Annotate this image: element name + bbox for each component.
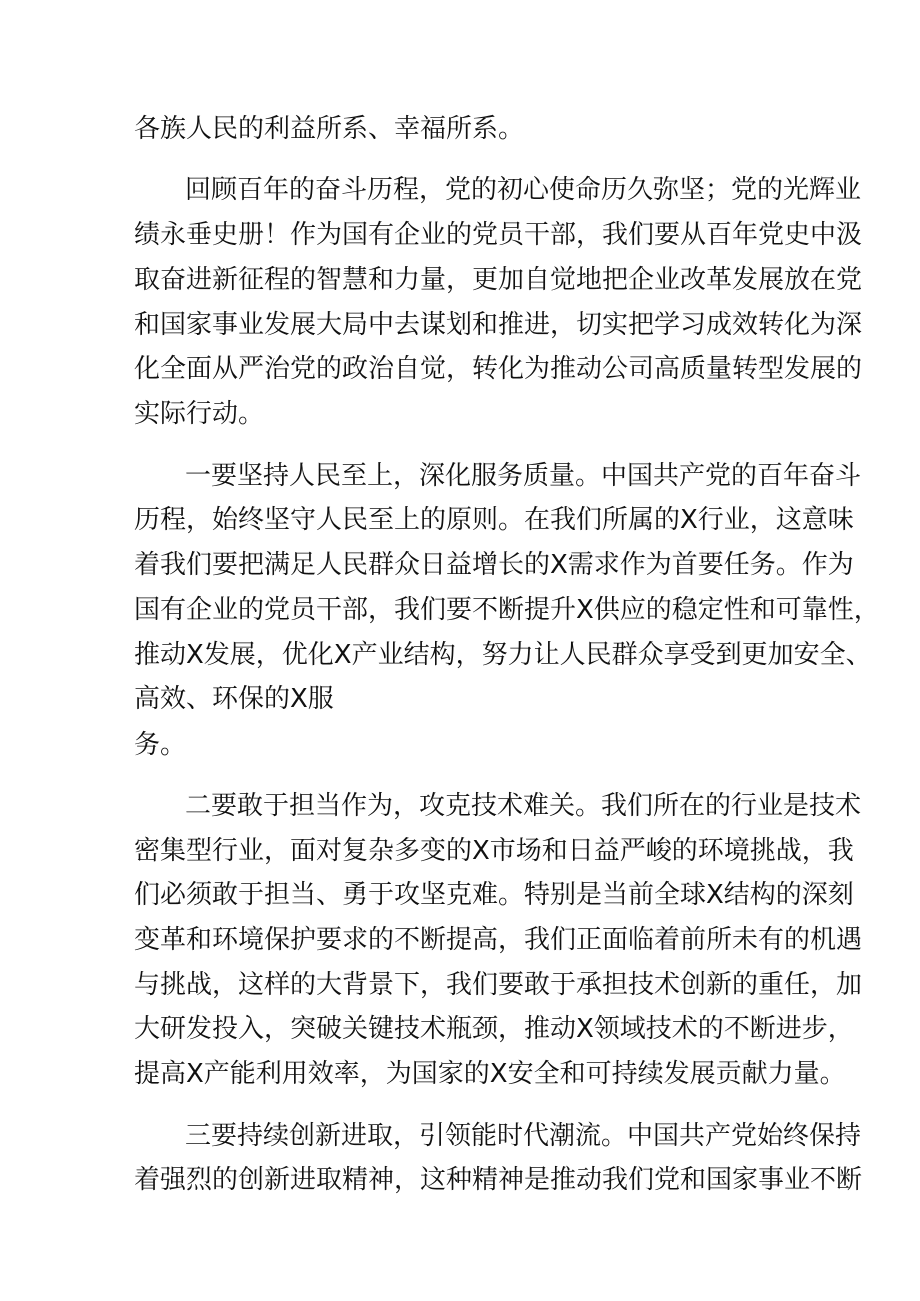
body-text-line: 历程，始终坚守人民至上的原则。在我们所属的X行业，这意味 [134, 505, 854, 535]
body-text-line: 推动X发展，优化X产业结构，努力让人民群众享受到更加安全、 [134, 640, 872, 670]
body-text-line: 着强烈的创新进取精神，这种精神是推动我们党和国家事业不断 [134, 1165, 863, 1195]
body-text-line: 实际行动。 [134, 399, 265, 429]
body-text-line: 回顾百年的奋斗历程，党的初心使命历久弥坚；党的光辉业 [185, 175, 862, 205]
body-text-line: 务。 [134, 730, 187, 760]
body-text-line: 二要敢于担当作为，攻克技术难关。我们所在的行业是技术 [185, 791, 862, 821]
body-text-line: 各族人民的利益所系、幸福所系。 [134, 114, 525, 144]
body-text-line: 取奋进新征程的智慧和力量，更加自觉地把企业改革发展放在党 [134, 265, 863, 295]
body-text-line: 变革和环境保护要求的不断提高，我们正面临着前所未有的机遇 [134, 925, 863, 955]
body-text-line: 和国家事业发展大局中去谋划和推进，切实把学习成效转化为深 [134, 310, 863, 340]
body-text-line: 一要坚持人民至上，深化服务质量。中国共产党的百年奋斗 [185, 461, 862, 491]
body-text-line: 国有企业的党员干部，我们要不断提升X供应的稳定性和可靠性， [134, 595, 880, 625]
body-text-line: 与挑战，这样的大背景下，我们要敢于承担技术创新的重任，加 [134, 970, 863, 1000]
body-text-line: 三要持续创新进取，引领能时代潮流。中国共产党始终保持 [185, 1121, 862, 1151]
body-text-line: 提高X产能利用效率，为国家的X安全和可持续发展贡献力量。 [134, 1059, 846, 1089]
body-text-line: 们必须敢于担当、勇于攻坚克难。特别是当前全球X结构的深刻 [134, 880, 854, 910]
body-text-line: 高效、环保的X服 [134, 684, 334, 714]
body-text-line: 绩永垂史册！作为国有企业的党员干部，我们要从百年党史中汲 [134, 220, 863, 250]
body-text-line: 着我们要把满足人民群众日益增长的X需求作为首要任务。作为 [134, 550, 854, 580]
body-text-line: 化全面从严治党的政治自觉，转化为推动公司高质量转型发展的 [134, 354, 863, 384]
body-text-line: 密集型行业，面对复杂多变的X市场和日益严峻的环境挑战，我 [134, 836, 854, 866]
body-text-line: 大研发投入，突破关键技术瓶颈，推动X领域技术的不断进步， [134, 1014, 854, 1044]
